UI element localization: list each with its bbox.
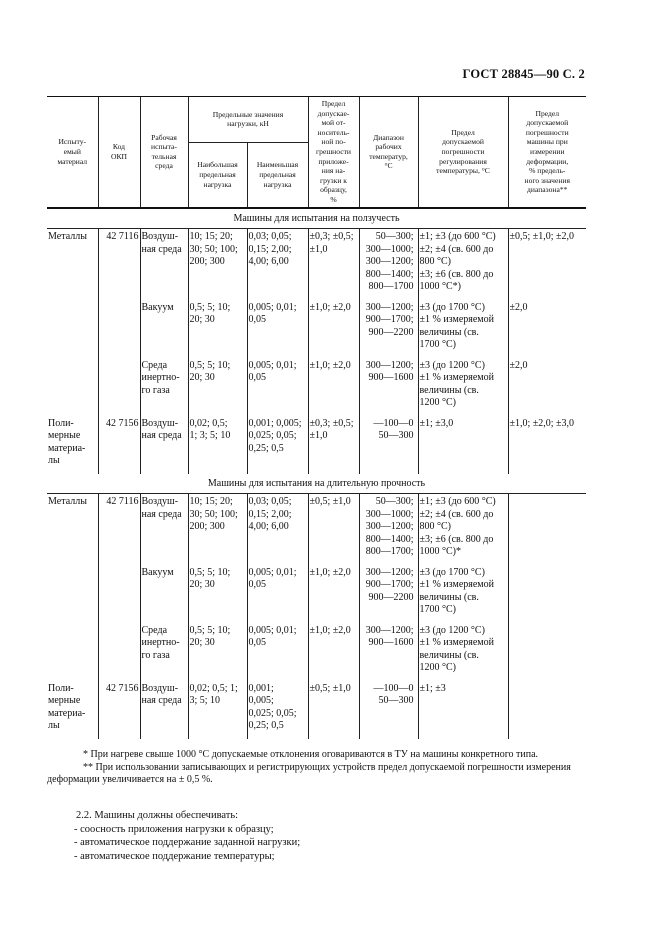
cell-load-error: ±1,0; ±2,0 bbox=[308, 623, 359, 681]
cell-load-max: 0,5; 5; 10; 20; 30 bbox=[188, 565, 247, 623]
footnote-2: ** При использовании записывающих и регистрирующих устройств предел допускаемой погрешности измерения деформации увеличивается на ± 0,5 %. bbox=[47, 761, 571, 785]
specification-table bbox=[47, 96, 586, 739]
cell-medium: Воздуш- ная среда bbox=[140, 416, 188, 474]
cell-medium: Воздуш- ная среда bbox=[140, 229, 188, 300]
cell-medium: Воздуш- ная среда bbox=[140, 681, 188, 739]
cell-load-max: 0,02; 0,5; 1; 3; 5; 10 bbox=[188, 681, 247, 739]
cell-okp bbox=[98, 358, 140, 416]
cell-load-error: ±0,3; ±0,5; ±1,0 bbox=[308, 416, 359, 474]
cell-load-max: 0,5; 5; 10; 20; 30 bbox=[188, 358, 247, 416]
cell-temp-error: ±3 (до 1200 °С) ±1 % измеряемой величины (св. 1200 °С) bbox=[418, 623, 508, 681]
cell-material bbox=[47, 358, 98, 416]
cell-material bbox=[47, 565, 98, 623]
cell-deform-error bbox=[508, 681, 586, 739]
cell-temp-range: 300—1200; 900—1700; 900—2200 bbox=[359, 565, 418, 623]
cell-medium: Воздуш- ная среда bbox=[140, 494, 188, 565]
cell-load-min: 0,005; 0,01; 0,05 bbox=[247, 300, 308, 358]
cell-load-error: ±0,3; ±0,5; ±1,0 bbox=[308, 229, 359, 300]
cell-medium: Среда инертно- го газа bbox=[140, 358, 188, 416]
footnotes bbox=[47, 749, 586, 787]
col-header-load-group: Предельные значения нагрузки, кН bbox=[188, 97, 308, 143]
cell-load-error: ±0,5; ±1,0 bbox=[308, 494, 359, 565]
table-row bbox=[47, 358, 586, 416]
cell-temp-range: 50—300; 300—1000; 300—1200; 800—1400; 800—1700 bbox=[359, 229, 418, 300]
cell-temp-error: ±1; ±3 (до 600 °С) ±2; ±4 (св. 600 до 800 °С) ±3; ±6 (св. 800 до 1000 °С)* bbox=[418, 494, 508, 565]
table-row bbox=[47, 494, 586, 565]
cell-material: Поли- мерные материа- лы bbox=[48, 417, 86, 467]
cell-material: Металлы bbox=[48, 496, 87, 508]
cell-load-min: 0,03; 0,05; 0,15; 2,00; 4,00; 6,00 bbox=[247, 494, 308, 565]
cell-deform-error bbox=[508, 565, 586, 623]
cell-temp-range: 300—1200; 900—1600 bbox=[359, 623, 418, 681]
table-row bbox=[47, 565, 586, 623]
table-row bbox=[47, 416, 586, 474]
requirement-item: - автоматическое поддержание заданной нагрузки; bbox=[74, 837, 301, 848]
section-title-row bbox=[47, 474, 586, 494]
cell-temp-range: 300—1200; 900—1700; 900—2200 bbox=[359, 300, 418, 358]
section-title-row bbox=[47, 208, 586, 229]
table-row bbox=[47, 623, 586, 681]
cell-temp-error: ±1; ±3,0 bbox=[418, 416, 508, 474]
col-header-temp-range: Диапазон рабочих температур, °С bbox=[359, 97, 418, 208]
cell-load-min: 0,001; 0,005; 0,025; 0,05; 0,25; 0,5 bbox=[247, 416, 308, 474]
cell-deform-error: ±0,5; ±1,0; ±2,0 bbox=[508, 229, 586, 300]
cell-okp bbox=[98, 623, 140, 681]
cell-medium: Вакуум bbox=[140, 300, 188, 358]
table-header bbox=[47, 97, 586, 208]
section-2-2 bbox=[74, 809, 300, 863]
cell-material: Поли- мерные материа- лы bbox=[48, 682, 86, 732]
cell-load-max: 10; 15; 20; 30; 50; 100; 200; 300 bbox=[188, 229, 247, 300]
table-body bbox=[47, 208, 586, 739]
cell-material bbox=[47, 300, 98, 358]
cell-okp: 42 7116 bbox=[98, 229, 140, 300]
col-header-deform-error: Предел допускаемой погрешности машины при измерении деформации, % предель- ного значения диапазона** bbox=[508, 97, 586, 208]
cell-deform-error: ±2,0 bbox=[508, 300, 586, 358]
cell-load-min: 0,001; 0,005; 0,025; 0,05; 0,25; 0,5 bbox=[247, 681, 308, 739]
cell-material: Металлы bbox=[48, 231, 87, 243]
cell-deform-error bbox=[508, 494, 586, 565]
section-title: 2.2. Машины должны обеспечивать: bbox=[76, 810, 239, 821]
cell-temp-error: ±3 (до 1200 °С) ±1 % измеряемой величины (св. 1200 °С) bbox=[418, 358, 508, 416]
cell-medium: Вакуум bbox=[140, 565, 188, 623]
cell-load-min: 0,005; 0,01; 0,05 bbox=[247, 358, 308, 416]
cell-medium: Среда инертно- го газа bbox=[140, 623, 188, 681]
cell-load-error: ±1,0; ±2,0 bbox=[308, 300, 359, 358]
cell-load-max: 0,5; 5; 10; 20; 30 bbox=[188, 300, 247, 358]
cell-temp-range: 300—1200; 900—1600 bbox=[359, 358, 418, 416]
cell-temp-range: —100—0 50—300 bbox=[359, 681, 418, 739]
cell-okp: 42 7116 bbox=[98, 494, 140, 565]
cell-temp-error: ±3 (до 1700 °С) ±1 % измеряемой величины (св. 1700 °С) bbox=[418, 565, 508, 623]
col-header-okp: Код ОКП bbox=[98, 97, 140, 208]
col-header-medium: Рабочая испыта- тельная среда bbox=[140, 97, 188, 208]
cell-load-error: ±1,0; ±2,0 bbox=[308, 358, 359, 416]
cell-deform-error: ±1,0; ±2,0; ±3,0 bbox=[508, 416, 586, 474]
cell-deform-error: ±2,0 bbox=[508, 358, 586, 416]
cell-load-min: 0,005; 0,01; 0,05 bbox=[247, 623, 308, 681]
cell-okp: 42 7156 bbox=[98, 681, 140, 739]
table-row bbox=[47, 681, 586, 739]
cell-okp: 42 7156 bbox=[98, 416, 140, 474]
section-title: Машины для испытания на длительную прочность bbox=[47, 474, 586, 494]
cell-okp bbox=[98, 300, 140, 358]
col-header-temp-error: Предел допускаемой погрешности регулирования температуры, °С bbox=[418, 97, 508, 208]
cell-okp bbox=[98, 565, 140, 623]
cell-temp-error: ±3 (до 1700 °С) ±1 % измеряемой величины (св. 1700 °С) bbox=[418, 300, 508, 358]
table-row bbox=[47, 300, 586, 358]
section-title: Машины для испытания на ползучесть bbox=[47, 208, 586, 229]
cell-load-error: ±0,5; ±1,0 bbox=[308, 681, 359, 739]
cell-load-error: ±1,0; ±2,0 bbox=[308, 565, 359, 623]
cell-load-min: 0,03; 0,05; 0,15; 2,00; 4,00; 6,00 bbox=[247, 229, 308, 300]
footnote-1: * При нагреве свыше 1000 °С допускаемые отклонения оговариваются в ТУ на машины конкретного типа. bbox=[83, 749, 539, 760]
cell-temp-range: —100—0 50—300 bbox=[359, 416, 418, 474]
cell-load-max: 10; 15; 20; 30; 50; 100; 200; 300 bbox=[188, 494, 247, 565]
cell-temp-error: ±1; ±3 bbox=[418, 681, 508, 739]
cell-temp-error: ±1; ±3 (до 600 °С) ±2; ±4 (св. 600 до 800 °С) ±3; ±6 (св. 800 до 1000 °С*) bbox=[418, 229, 508, 300]
requirement-item: - автоматическое поддержание температуры; bbox=[74, 850, 275, 862]
document-code: ГОСТ 28845—90 С. 2 bbox=[462, 67, 585, 81]
col-header-load-max: Наибольшая предельная нагрузка bbox=[188, 142, 247, 207]
cell-load-max: 0,02; 0,5; 1; 3; 5; 10 bbox=[188, 416, 247, 474]
cell-deform-error bbox=[508, 623, 586, 681]
col-header-load-min: Наименьшая предельная нагрузка bbox=[247, 142, 308, 207]
requirement-item: - соосность приложения нагрузки к образцу; bbox=[74, 823, 274, 835]
col-header-material: Испыту- емый материал bbox=[47, 97, 98, 208]
table-row bbox=[47, 229, 586, 300]
cell-load-min: 0,005; 0,01; 0,05 bbox=[247, 565, 308, 623]
col-header-load-error: Предел допускае- мой от- носитель- ной по- грешности приложе- ния на- грузки к образцу, % bbox=[308, 97, 359, 208]
cell-temp-range: 50—300; 300—1000; 300—1200; 800—1400; 800—1700; bbox=[359, 494, 418, 565]
cell-material bbox=[47, 623, 98, 681]
cell-load-max: 0,5; 5; 10; 20; 30 bbox=[188, 623, 247, 681]
